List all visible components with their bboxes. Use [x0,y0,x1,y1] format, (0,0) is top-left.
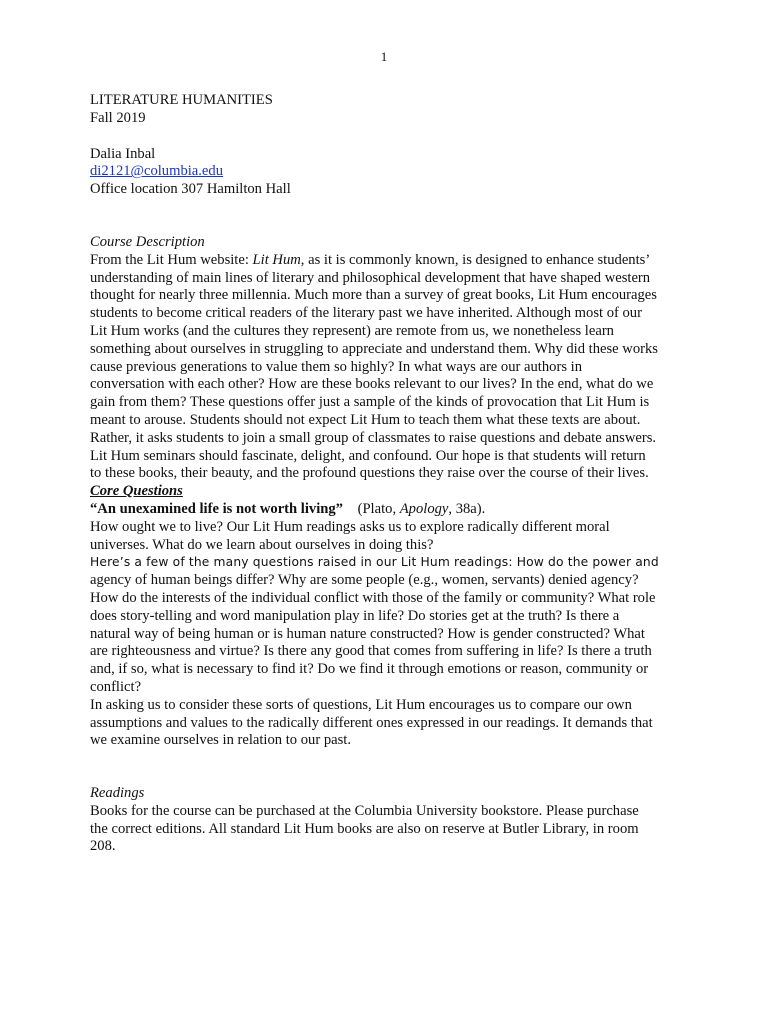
readings-line: 208. [90,838,116,855]
description-line: gain from them? These questions offer just a sample of the kinds of provocation that Lit Hum is [90,394,650,411]
description-line: understanding of main lines of literary and philosophical development that have shaped western [90,269,651,286]
course-term: Fall 2019 [90,109,146,126]
core-question-line: agency of human beings differ? Why are some people (e.g., women, servants) denied agency? [90,572,639,589]
first-line-prefix: From the Lit Hum website: [90,251,253,268]
description-line: meant to arouse. Students should not expect Lit Hum to teach them what these texts are about. [90,411,641,428]
readings-heading: Readings [90,785,145,802]
office-location: Office location 307 Hamilton Hall [90,181,291,198]
readings-line: Books for the course can be purchased at the Columbia University bookstore. Please purchase [90,802,639,819]
core-question-line: assumptions and values to the radically different ones expressed in our readings. It demands that [90,714,653,731]
core-questions-quote-line [90,501,690,519]
core-question-line: How do the interests of the individual conflict with those of the family or community? What role [90,589,656,606]
core-question-sans-line: Here’s a few of the many questions raised in our Lit Hum readings: How do the power and [90,555,659,570]
core-question-line: In asking us to consider these sorts of questions, Lit Hum encourages us to compare our own [90,696,632,713]
instructor-email-link[interactable]: di2121@columbia.edu [90,163,224,180]
instructor-email-line [90,163,690,181]
course-title: LITERATURE HUMANITIES [90,92,273,108]
readings-line: the correct editions. All standard Lit Hum books are also on reserve at Butler Library, in room [90,820,639,837]
core-question-line: does story-telling and word manipulation play in life? Do stories get at the truth? Is there a [90,607,620,624]
description-line: thought for nearly three millennia. Much more than a survey of great books, Lit Hum encourages [90,287,657,304]
first-line-suffix: , as it is commonly known, is designed to enhance students’ [300,251,651,268]
description-line: something about ourselves in struggling to appreciate and understand them. Why did these works [90,340,658,357]
core-questions-heading: Core Questions [90,483,183,500]
course-description-first-line [90,252,690,270]
description-line: cause previous generations to value them so highly? In what ways are our authors in [90,358,582,375]
core-question-line: and, if so, what is necessary to find it? Do we find it through emotions or reason, community or [90,661,649,678]
core-question-line: natural way of being human or is human nature constructed? How is gender constructed? What [90,625,645,642]
readings-body [90,803,690,856]
core-question-line: we examine ourselves in relation to our past. [90,732,351,749]
document-page [90,92,690,856]
core-question-line: How ought we to live? Our Lit Hum readings asks us to explore radically different moral [90,518,610,535]
description-line: to these books, their beauty, and the profound questions they raise over the course of their lives. [90,465,649,482]
core-questions-body [90,519,690,750]
course-description-heading: Course Description [90,233,205,250]
first-line-italic: Lit Hum [252,251,301,268]
description-line: Lit Hum works (and the cultures they represent) are remote from us, we nonetheless learn [90,322,614,339]
citation-italic: Apology [399,500,449,517]
description-line: conversation with each other? How are these books relevant to our lives? In the end, what do we [90,376,654,393]
page-number: 1 [380,49,388,64]
description-line: Lit Hum seminars should fascinate, delight, and confound. Our hope is that students will return [90,447,646,464]
core-question-line: universes. What do we learn about ourselves in doing this? [90,536,434,553]
description-line: Rather, it asks students to join a small group of classmates to raise questions and debate answers. [90,429,657,446]
citation-prefix: (Plato, [342,500,400,517]
core-question-line: conflict? [90,678,142,695]
plato-quote: “An unexamined life is not worth living” [90,500,343,517]
citation-suffix: , 38a). [448,500,486,517]
description-line: students to become critical readers of the literary past we have inherited. Although most of our [90,305,642,322]
course-description-body [90,270,690,484]
instructor-name: Dalia Inbal [90,145,156,162]
core-question-line: are righteousness and virtue? Is there any good that comes from suffering in life? Is there a truth [90,643,652,660]
